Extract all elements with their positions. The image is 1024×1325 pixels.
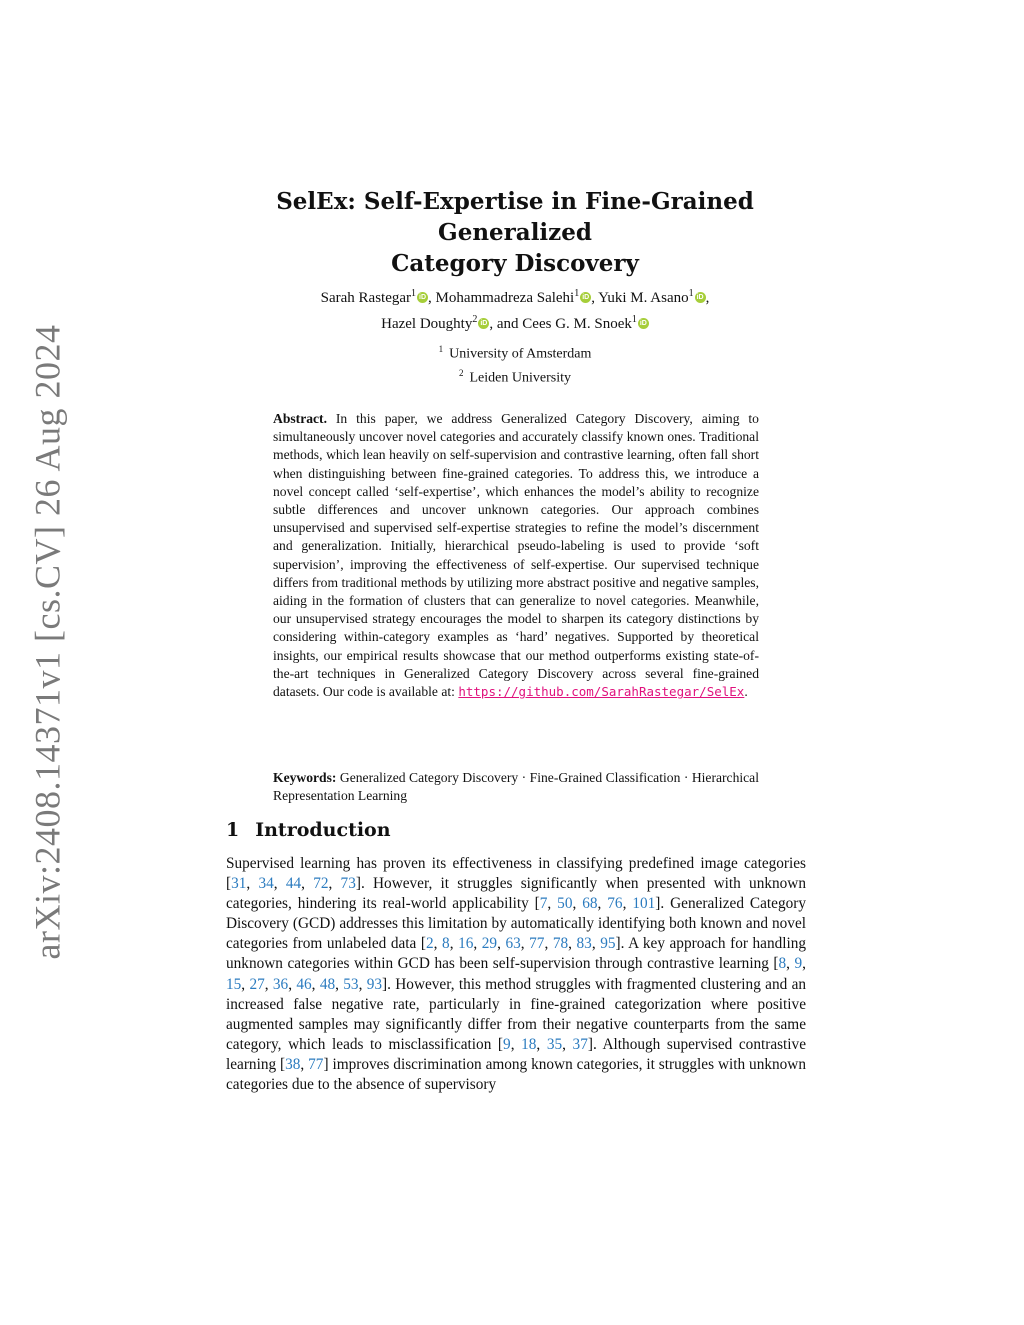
- paper-title: [200, 186, 830, 279]
- section-title: Introduction: [255, 819, 391, 841]
- intro-text: ,: [562, 1035, 573, 1053]
- author-affiliation-mark: 1: [631, 314, 637, 325]
- keywords: [273, 769, 759, 805]
- author-affiliation-mark: 2: [472, 314, 478, 325]
- citation-link[interactable]: 73: [340, 875, 356, 893]
- intro-text: Supervised learning has proven its effectiveness in classifying predefined image categories [: [226, 855, 806, 893]
- citation-link[interactable]: 78: [552, 935, 569, 953]
- intro-text: ,: [597, 895, 608, 913]
- title-line-2: Category Discovery: [391, 250, 639, 277]
- affiliation-name: Leiden University: [469, 370, 571, 386]
- citation-link[interactable]: 83: [576, 935, 592, 953]
- citation-link[interactable]: 34: [258, 875, 274, 893]
- abstract-end: .: [744, 684, 748, 700]
- citation-link[interactable]: 50: [557, 895, 573, 913]
- keywords-text: Generalized Category Discovery · Fine-Grained Classification · Hierarchical Representation Learning: [273, 770, 759, 804]
- intro-text: ,: [786, 955, 795, 973]
- intro-text: ,: [544, 935, 553, 953]
- intro-text: ,: [241, 975, 250, 993]
- affiliation: [300, 340, 730, 364]
- author-affiliation-mark: 1: [688, 288, 694, 299]
- citation-link[interactable]: 63: [505, 935, 521, 953]
- author-affiliation-mark: 1: [574, 288, 580, 299]
- intro-text: ]. Although supervised contrastive learning [: [226, 1035, 806, 1073]
- author: [321, 290, 436, 306]
- author-separator: ,: [705, 290, 710, 306]
- citation-link[interactable]: 77: [308, 1055, 324, 1073]
- author-affiliation-mark: 1: [411, 288, 417, 299]
- intro-text: ,: [591, 935, 601, 953]
- intro-text: ,: [622, 895, 633, 913]
- citation-link[interactable]: 15: [226, 975, 242, 993]
- intro-text: ,: [311, 975, 320, 993]
- intro-text: ]. A key approach for handling unknown categories within GCD has been self-supervision through contrastive learning [: [226, 935, 807, 973]
- intro-text: ,: [449, 935, 459, 953]
- intro-text: ,: [300, 1055, 309, 1073]
- author-separator: ,: [591, 290, 599, 306]
- intro-text: ,: [510, 1035, 522, 1053]
- intro-text: ,: [328, 875, 341, 893]
- citation-link[interactable]: 38: [285, 1055, 301, 1073]
- affiliation-number: 1: [438, 344, 444, 354]
- author-name: Mohammadreza Salehi: [435, 290, 575, 306]
- section-heading-introduction: [226, 819, 391, 841]
- author-name: Sarah Rastegar: [320, 290, 412, 306]
- author: [381, 316, 522, 332]
- author-name: Hazel Doughty: [381, 316, 473, 332]
- author: [522, 316, 649, 332]
- author-list: [220, 283, 810, 335]
- affiliation-name: University of Amsterdam: [449, 346, 592, 362]
- author-line-1: [220, 283, 810, 309]
- intro-text: ]. However, this method struggles with fragmented clustering and an increased false negative rate, particularly in fine-grained categorization where positive augmented samples may significantly differ from their negative counterparts from the same category, which leads to misclassification [: [226, 975, 807, 1053]
- citation-link[interactable]: 37: [572, 1035, 588, 1053]
- intro-text: ,: [273, 875, 286, 893]
- affiliation-list: [300, 340, 730, 387]
- intro-text: ,: [288, 975, 297, 993]
- orcid-icon[interactable]: iD: [419, 294, 427, 301]
- intro-text: ,: [301, 875, 314, 893]
- citation-link[interactable]: 9: [794, 955, 803, 973]
- abstract-label: Abstract.: [273, 411, 327, 426]
- orcid-icon[interactable]: iD: [696, 294, 704, 301]
- citation-link[interactable]: 77: [529, 935, 545, 953]
- citation-link[interactable]: 76: [607, 895, 623, 913]
- orcid-icon[interactable]: iD: [582, 294, 590, 301]
- orcid-icon[interactable]: iD: [480, 320, 488, 327]
- citation-link[interactable]: 7: [539, 895, 548, 913]
- author: [598, 290, 709, 306]
- intro-text: ,: [246, 875, 259, 893]
- code-repository-link[interactable]: https://github.com/SarahRastegar/SelEx: [458, 684, 745, 700]
- citation-link[interactable]: 53: [343, 975, 359, 993]
- affiliation-number: 2: [459, 367, 464, 378]
- intro-text: ,: [802, 955, 806, 973]
- citation-link[interactable]: 44: [285, 875, 302, 893]
- section-number: 1: [226, 819, 240, 841]
- intro-text: ,: [497, 935, 506, 953]
- citation-link[interactable]: 72: [313, 875, 329, 893]
- intro-text: ,: [536, 1035, 547, 1053]
- orcid-icon[interactable]: iD: [639, 320, 647, 327]
- author-separator: , and: [489, 316, 523, 332]
- citation-link[interactable]: 93: [366, 975, 383, 993]
- intro-text: ,: [433, 935, 443, 953]
- citation-link[interactable]: 35: [546, 1035, 563, 1053]
- arxiv-identifier-text: arXiv:2408.14371v1 [cs.CV] 26 Aug 2024: [27, 324, 67, 960]
- affiliation: [300, 364, 730, 388]
- author-name: Cees G. M. Snoek: [522, 316, 632, 332]
- intro-text: ,: [547, 895, 558, 913]
- title-line-1: SelEx: Self-Expertise in Fine-Grained Generalized: [276, 188, 754, 246]
- citation-link[interactable]: 8: [778, 955, 787, 973]
- author-separator: ,: [428, 290, 436, 306]
- citation-link[interactable]: 9: [503, 1035, 511, 1053]
- introduction-paragraph: [226, 854, 806, 1095]
- citation-link[interactable]: 101: [632, 895, 656, 913]
- intro-text: ,: [358, 975, 367, 993]
- intro-text: ,: [473, 935, 482, 953]
- author: [436, 290, 599, 306]
- citation-link[interactable]: 2: [425, 935, 434, 953]
- author-name: Yuki M. Asano: [598, 290, 689, 306]
- citation-link[interactable]: 18: [521, 1035, 537, 1053]
- citation-link[interactable]: 36: [272, 975, 289, 993]
- citation-link[interactable]: 46: [296, 975, 312, 993]
- citation-link[interactable]: 68: [582, 895, 598, 913]
- intro-text: ,: [264, 975, 273, 993]
- intro-text: ] improves discrimination among known categories, it struggles with unknown categories due to the absence of supervisory: [226, 1055, 806, 1094]
- abstract: [273, 410, 759, 701]
- intro-text: ,: [568, 935, 577, 953]
- citation-link[interactable]: 31: [231, 875, 247, 893]
- citation-link[interactable]: 48: [319, 975, 336, 993]
- intro-text: ,: [572, 895, 583, 913]
- citation-link[interactable]: 8: [442, 935, 450, 953]
- citation-link[interactable]: 95: [600, 935, 616, 953]
- citation-link[interactable]: 16: [458, 935, 474, 953]
- intro-text: ,: [335, 975, 344, 993]
- intro-text: ]. However, it struggles significantly when presented with unknown categories, hindering its real-world applicability [: [226, 875, 806, 913]
- author-line-2: [220, 309, 810, 335]
- citation-link[interactable]: 29: [481, 935, 498, 953]
- keywords-label: Keywords:: [273, 770, 337, 785]
- abstract-text: In this paper, we address Generalized Category Discovery, aiming to simultaneously uncover novel categories and accurately classify known ones. Traditional methods, which lean heavily on self-supervision and contrastive learning, often fall short when distinguishing between fine-grained categories. To address this, we introduce a novel concept called ‘self-expertise’, which enhances the model’s ability to recognize subtle differences and uncover unknown categories. Our approach combines unsupervised and supervised self-expertise strategies to refine the model’s discernment and generalization. Initially, hierarchical pseudo-labeling is used to provide ‘soft supervision’, improving the effectiveness of self-expertise. Our supervised technique differs from traditional methods by utilizing more abstract positive and negative samples, aiding in the formation of clusters that can generalize to novel categories. Meanwhile, our unsupervised strategy encourages the model to sharpen its category distinctions by considering within-category examples as ‘hard’ negatives. Supported by theoretical insights, our empirical results showcase that our method outperforms existing state-of-the-art techniques in Generalized Category Discovery across several fine-grained datasets. Our code is available at:: [273, 411, 759, 700]
- intro-text: ]. Generalized Category Discovery (GCD) addresses this limitation by automatically identifying both known and novel categories from unlabeled data [: [226, 895, 806, 953]
- intro-text: ,: [520, 935, 530, 953]
- citation-link[interactable]: 27: [249, 975, 265, 993]
